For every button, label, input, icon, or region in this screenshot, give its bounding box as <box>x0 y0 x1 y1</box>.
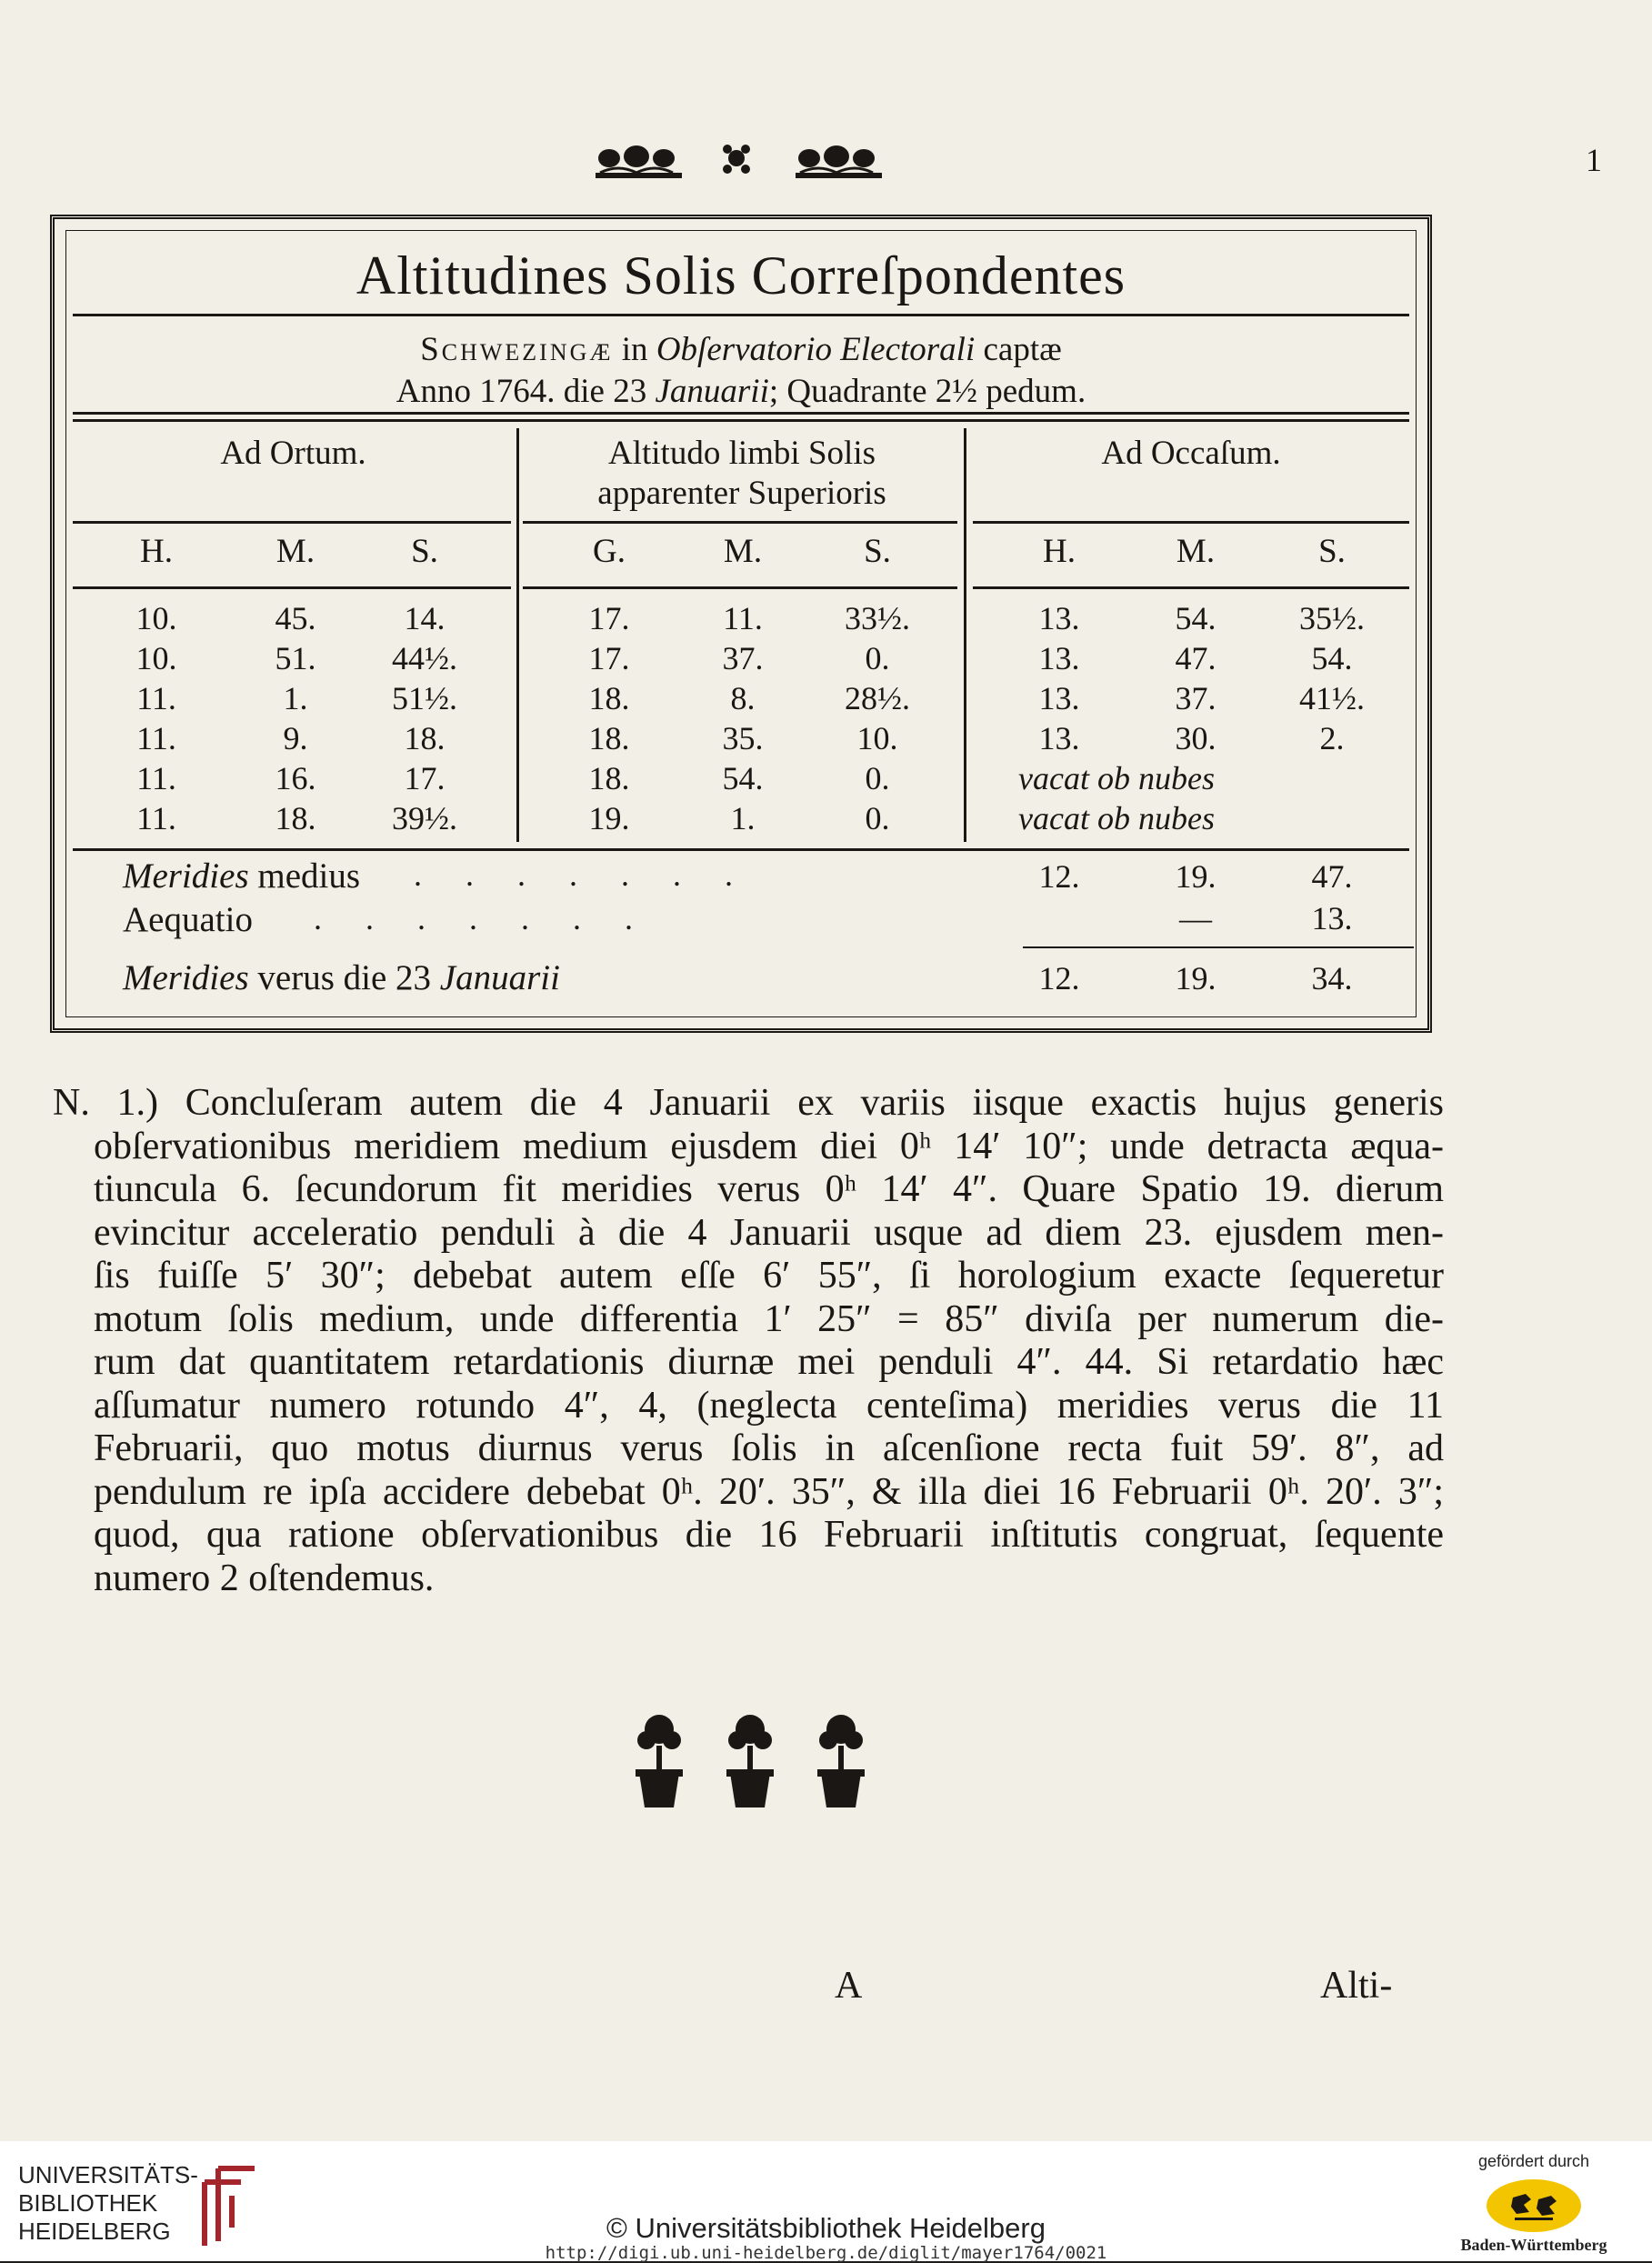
text-line: rum dat quantitatem retardationis diurnæ mei penduli 4″. 44. Si retardatio hæc <box>94 1341 1444 1383</box>
group-header-altitudo <box>523 434 961 514</box>
cell: 39½. <box>392 800 457 836</box>
cell: 11. <box>723 600 763 636</box>
library-line: BIBLIOTHEK <box>18 2189 158 2217</box>
header-rule-2 <box>523 521 957 524</box>
potted-plant-ornament-icon <box>605 1709 896 1818</box>
cell: 11. <box>136 760 176 796</box>
text-line: ſis fuiſſe 5′ 30″; debebat autem eſſe 6′ 55″, ſi horologium exacte ſequeretur <box>94 1255 1444 1297</box>
cell: 10. <box>135 600 177 636</box>
cell: 33½. <box>845 600 910 636</box>
cell: 10. <box>856 720 898 756</box>
text-line: aſſumatur numero rotundo 4″, 4, (neglecta centeſima) meridies verus die 11 <box>94 1384 1444 1427</box>
cell: 13. <box>1038 680 1080 716</box>
sponsor-label: gefördert durch <box>1477 2152 1590 2170</box>
altitudo-line-1: Altitudo limbi Solis <box>608 435 876 472</box>
cell: 14. <box>404 600 446 636</box>
cell: 35½. <box>1299 600 1365 636</box>
col-ortum-h: H. <box>140 533 173 570</box>
cell: 44½. <box>392 640 457 676</box>
cell: 0. <box>865 800 890 836</box>
cell: 34. <box>1311 960 1353 996</box>
meridies-verus-label <box>123 957 560 998</box>
table-subtitle-place <box>55 330 1427 369</box>
subtitle-rule-2 <box>73 419 1409 422</box>
cell: 9. <box>283 720 308 756</box>
body-paragraph <box>53 1082 1444 1600</box>
cell: 13. <box>1038 720 1080 756</box>
colhead-rule-1 <box>73 586 511 589</box>
library-line: HEIDELBERG <box>18 2218 171 2245</box>
label-mid: verus die 23 <box>257 958 432 997</box>
library-line: UNIVERSITÄTS- <box>18 2161 198 2188</box>
text-line: quod, qua ratione obſervationibus die 16 Februarii inſtitutis congruat, ſequente <box>94 1514 1444 1556</box>
label-italic: Meridies <box>123 958 249 997</box>
subtitle-quadrant: ; Quadrante 2½ pedum. <box>768 373 1086 410</box>
col-alt-s: S. <box>864 533 891 570</box>
catchword: Alti- <box>1320 1965 1393 2007</box>
cell: 11. <box>136 720 176 756</box>
cell: 30. <box>1175 720 1216 756</box>
text-line: N. 1.) Concluſeram autem die 4 Januarii ex variis iisque exactis hujus generis <box>53 1082 1444 1124</box>
subtitle-month: Januarii <box>655 373 769 410</box>
cell: 41½. <box>1299 680 1365 716</box>
cell: 8. <box>730 680 756 716</box>
header-rule-3 <box>973 521 1409 524</box>
subtitle-captae: captæ <box>983 331 1062 368</box>
subtitle-in: in <box>621 331 648 368</box>
cell: 17. <box>588 600 630 636</box>
summary-rule <box>73 848 1409 851</box>
cell: 12. <box>1038 960 1080 996</box>
subtitle-rule <box>73 412 1409 415</box>
cell: 51. <box>275 640 316 676</box>
cell: 37. <box>1175 680 1216 716</box>
page-number: 1 <box>1586 142 1602 178</box>
text-line: tiuncula 6. ſecundorum fit meridies verus 0ʰ 14′ 4″. Quare Spatio 19. dierum <box>94 1168 1444 1210</box>
dot-leader: ....... <box>414 856 776 893</box>
column-divider-right <box>964 428 966 842</box>
header-ornament-icon <box>582 138 891 193</box>
cell: 11. <box>136 800 176 836</box>
table-subtitle-date <box>55 372 1427 411</box>
cell: 35. <box>722 720 764 756</box>
cell: 19. <box>1175 960 1216 996</box>
cell: 13. <box>1038 600 1080 636</box>
cell: 18. <box>588 720 630 756</box>
cell: 19. <box>588 800 630 836</box>
cell: 54. <box>1175 600 1216 636</box>
cell: 16. <box>275 760 316 796</box>
cell: 47. <box>1175 640 1216 676</box>
cell: 18. <box>588 760 630 796</box>
cell: 19. <box>1175 858 1216 895</box>
col-occ-m: M. <box>1176 533 1216 570</box>
text-line: pendulum re ipſa accidere debebat 0ʰ. 20′. 35″, & illa diei 16 Februarii 0ʰ. 20′. 3″; <box>94 1470 1444 1513</box>
colhead-rule-3 <box>973 586 1409 589</box>
text-line: motum ſolis medium, unde differentia 1′ 25″ = 85″ diviſa per numerum die- <box>94 1297 1444 1340</box>
cell: 0. <box>865 760 890 796</box>
cell: 54. <box>1311 640 1353 676</box>
cell: 13. <box>1311 900 1353 936</box>
sum-rule <box>1023 946 1414 948</box>
col-ortum-s: S. <box>411 533 438 570</box>
col-ortum-m: M. <box>275 533 315 570</box>
cell: — <box>1179 900 1212 936</box>
cell: 2. <box>1319 720 1345 756</box>
cell: 45. <box>275 600 316 636</box>
dot-leader: ....... <box>314 900 676 936</box>
col-alt-m: M. <box>723 533 763 570</box>
sponsor-name: Baden-Württemberg <box>1460 2236 1607 2254</box>
subtitle-year: Anno 1764. die 23 <box>395 373 647 410</box>
cell: 47. <box>1311 858 1353 895</box>
text-line: evincitur acceleratio penduli à die 4 Januarii usque ad diem 23. ejusdem men- <box>94 1211 1444 1254</box>
colhead-rule-2 <box>523 586 957 589</box>
title-rule <box>73 314 1409 316</box>
col-alt-g: G. <box>593 533 626 570</box>
meridies-medius-label <box>123 856 360 896</box>
cell: 0. <box>865 640 890 676</box>
cell: 54. <box>722 760 764 796</box>
label-italic: Meridies <box>123 856 249 896</box>
aequatio-label: Aequatio <box>123 900 253 939</box>
col-occ-h: H. <box>1043 533 1076 570</box>
text-line: Februarii, quo motus diurnus verus ſolis in aſcenſione recta fuit 59′. 8″, ad <box>94 1427 1444 1469</box>
column-divider-left <box>516 428 519 842</box>
footer-bar <box>0 2141 1652 2261</box>
header-rule-1 <box>73 521 511 524</box>
group-header-occasum: Ad Occaſum. <box>1101 435 1281 472</box>
text-line: obſervationibus meridiem medium ejusdem diei 0ʰ 14′ 10″; unde detracta æqua- <box>94 1125 1444 1167</box>
cell: 28½. <box>845 680 910 716</box>
cell: 13. <box>1038 640 1080 676</box>
group-header-ortum: Ad Ortum. <box>220 435 366 472</box>
cell: 18. <box>404 720 446 756</box>
permalink-url[interactable]: http://digi.ub.uni-heidelberg.de/diglit/mayer1764/0021 <box>545 2243 1107 2263</box>
cell-note: vacat ob nubes <box>1018 800 1215 836</box>
signature-mark: A <box>835 1965 863 2007</box>
cell: 1. <box>730 800 756 836</box>
cell: 10. <box>135 640 177 676</box>
baden-wuerttemberg-logo-icon[interactable] <box>1484 2178 1584 2234</box>
label-month: Januarii <box>439 958 560 997</box>
cell: 17. <box>588 640 630 676</box>
cell: 17. <box>404 760 446 796</box>
observation-table <box>50 215 1432 1033</box>
cell: 1. <box>283 680 308 716</box>
text-line: numero 2 oſtendemus. <box>94 1557 435 1599</box>
copyright-notice: © Universitätsbibliothek Heidelberg <box>606 2212 1046 2244</box>
cell: 18. <box>588 680 630 716</box>
cell: 37. <box>722 640 764 676</box>
label-rest: medius <box>257 856 361 896</box>
cell: 51½. <box>392 680 457 716</box>
altitudo-line-2: apparenter Superioris <box>597 475 886 512</box>
table-title: Altitudines Solis Correſpondentes <box>355 245 1126 305</box>
cell-note: vacat ob nubes <box>1018 760 1215 796</box>
col-occ-s: S. <box>1318 533 1346 570</box>
observatory-name: Obſervatorio Electorali <box>656 331 976 368</box>
cell: 11. <box>136 680 176 716</box>
place-name: Schwezingæ <box>420 331 614 368</box>
cell: 18. <box>275 800 316 836</box>
cell: 12. <box>1038 858 1080 895</box>
